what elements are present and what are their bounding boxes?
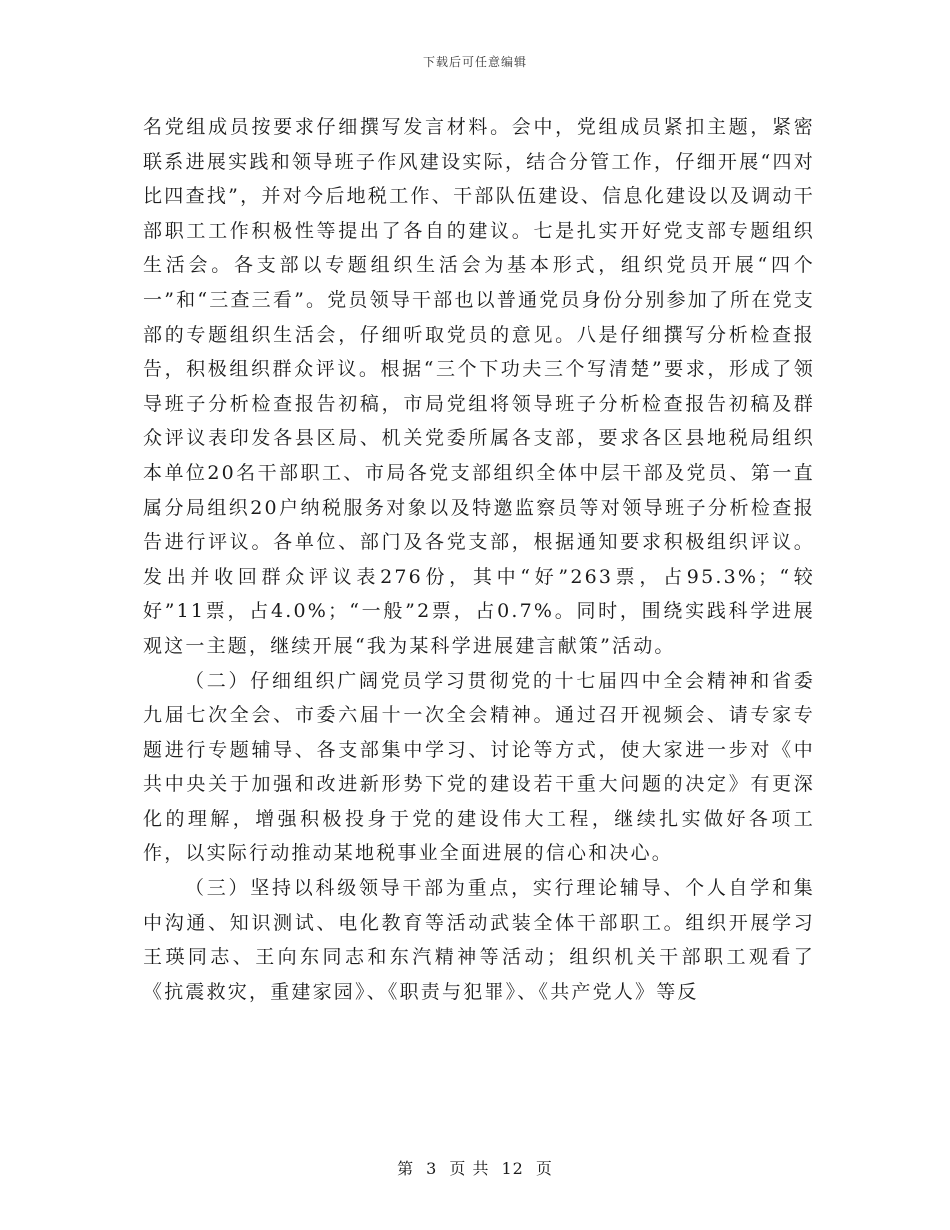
footer-suffix: 页 — [535, 1159, 553, 1178]
footer-prefix: 第 — [397, 1159, 415, 1178]
body-paragraph-3: （三）坚持以科级领导干部为重点，实行理论辅导、个人自学和集中沟通、知识测试、电化教育等活动武装全体干部职工。组织开展学习王瑛同志、王向东同志和东汽精神等活动；组织机关干部职工观看了《抗震救灾，重建家园》、《职责与犯罪》、《共产党人》等反 — [143, 877, 815, 1003]
footer-page-number: 3 — [426, 1159, 438, 1178]
page-header-note: 下载后可任意编辑 — [422, 55, 527, 69]
document-body — [143, 110, 815, 1009]
body-paragraph-1: 名党组成员按要求仔细撰写发言材料。会中，党组成员紧扣主题，紧密联系进展实践和领导班子作风建设实际，结合分管工作，仔细开展“四对比四查找”，并对今后地税工作、干部队伍建设、信息化建设以及调动干部职工工作积极性等提出了各自的建议。七是扎实开好党支部专题组织生活会。各支部以专题组织生活会为基本形式，组织党员开展“四个一”和“三查三看”。党员领导干部也以普通党员身份分别参加了所在党支部的专题组织生活会，仔细听取党员的意见。八是仔细撰写分析检查报告，积极组织群众评议。根据“三个下功夫三个写清楚”要求，形成了领导班子分析检查报告初稿，市局党组将领导班子分析检查报告初稿及群众评议表印发各县区局、机关党委所属各支部，要求各区县地税局组织本单位20名干部职工、市局各党支部组织全体中层干部及党员、第一直属分局组织20户纳税服务对象以及特邀监察员等对领导班子分析检查报告进行评议。各单位、部门及各党支部，根据通知要求积极组织评议。发出并收回群众评议表276份，其中“好”263票，占95.3%；“较好”11票，占4.0%；“一般”2票，占0.7%。同时，围绕实践科学进展观这一主题，继续开展“我为某科学进展建言献策”活动。 — [143, 116, 815, 657]
footer-total-pages: 12 — [501, 1159, 524, 1178]
page-footer — [0, 1156, 950, 1179]
footer-middle: 页 共 — [449, 1159, 490, 1178]
body-paragraph-2: （二）仔细组织广阔党员学习贯彻党的十七届四中全会精神和省委九届七次全会、市委六届十一次全会精神。通过召开视频会、请专家专题进行专题辅导、各支部集中学习、讨论等方式，使大家进一步对《中共中央关于加强和改进新形势下党的建设若干重大问题的决定》有更深化的理解，增强积极投身于党的建设伟大工程，继续扎实做好各项工作，以实际行动推动某地税事业全面进展的信心和决心。 — [143, 669, 815, 865]
